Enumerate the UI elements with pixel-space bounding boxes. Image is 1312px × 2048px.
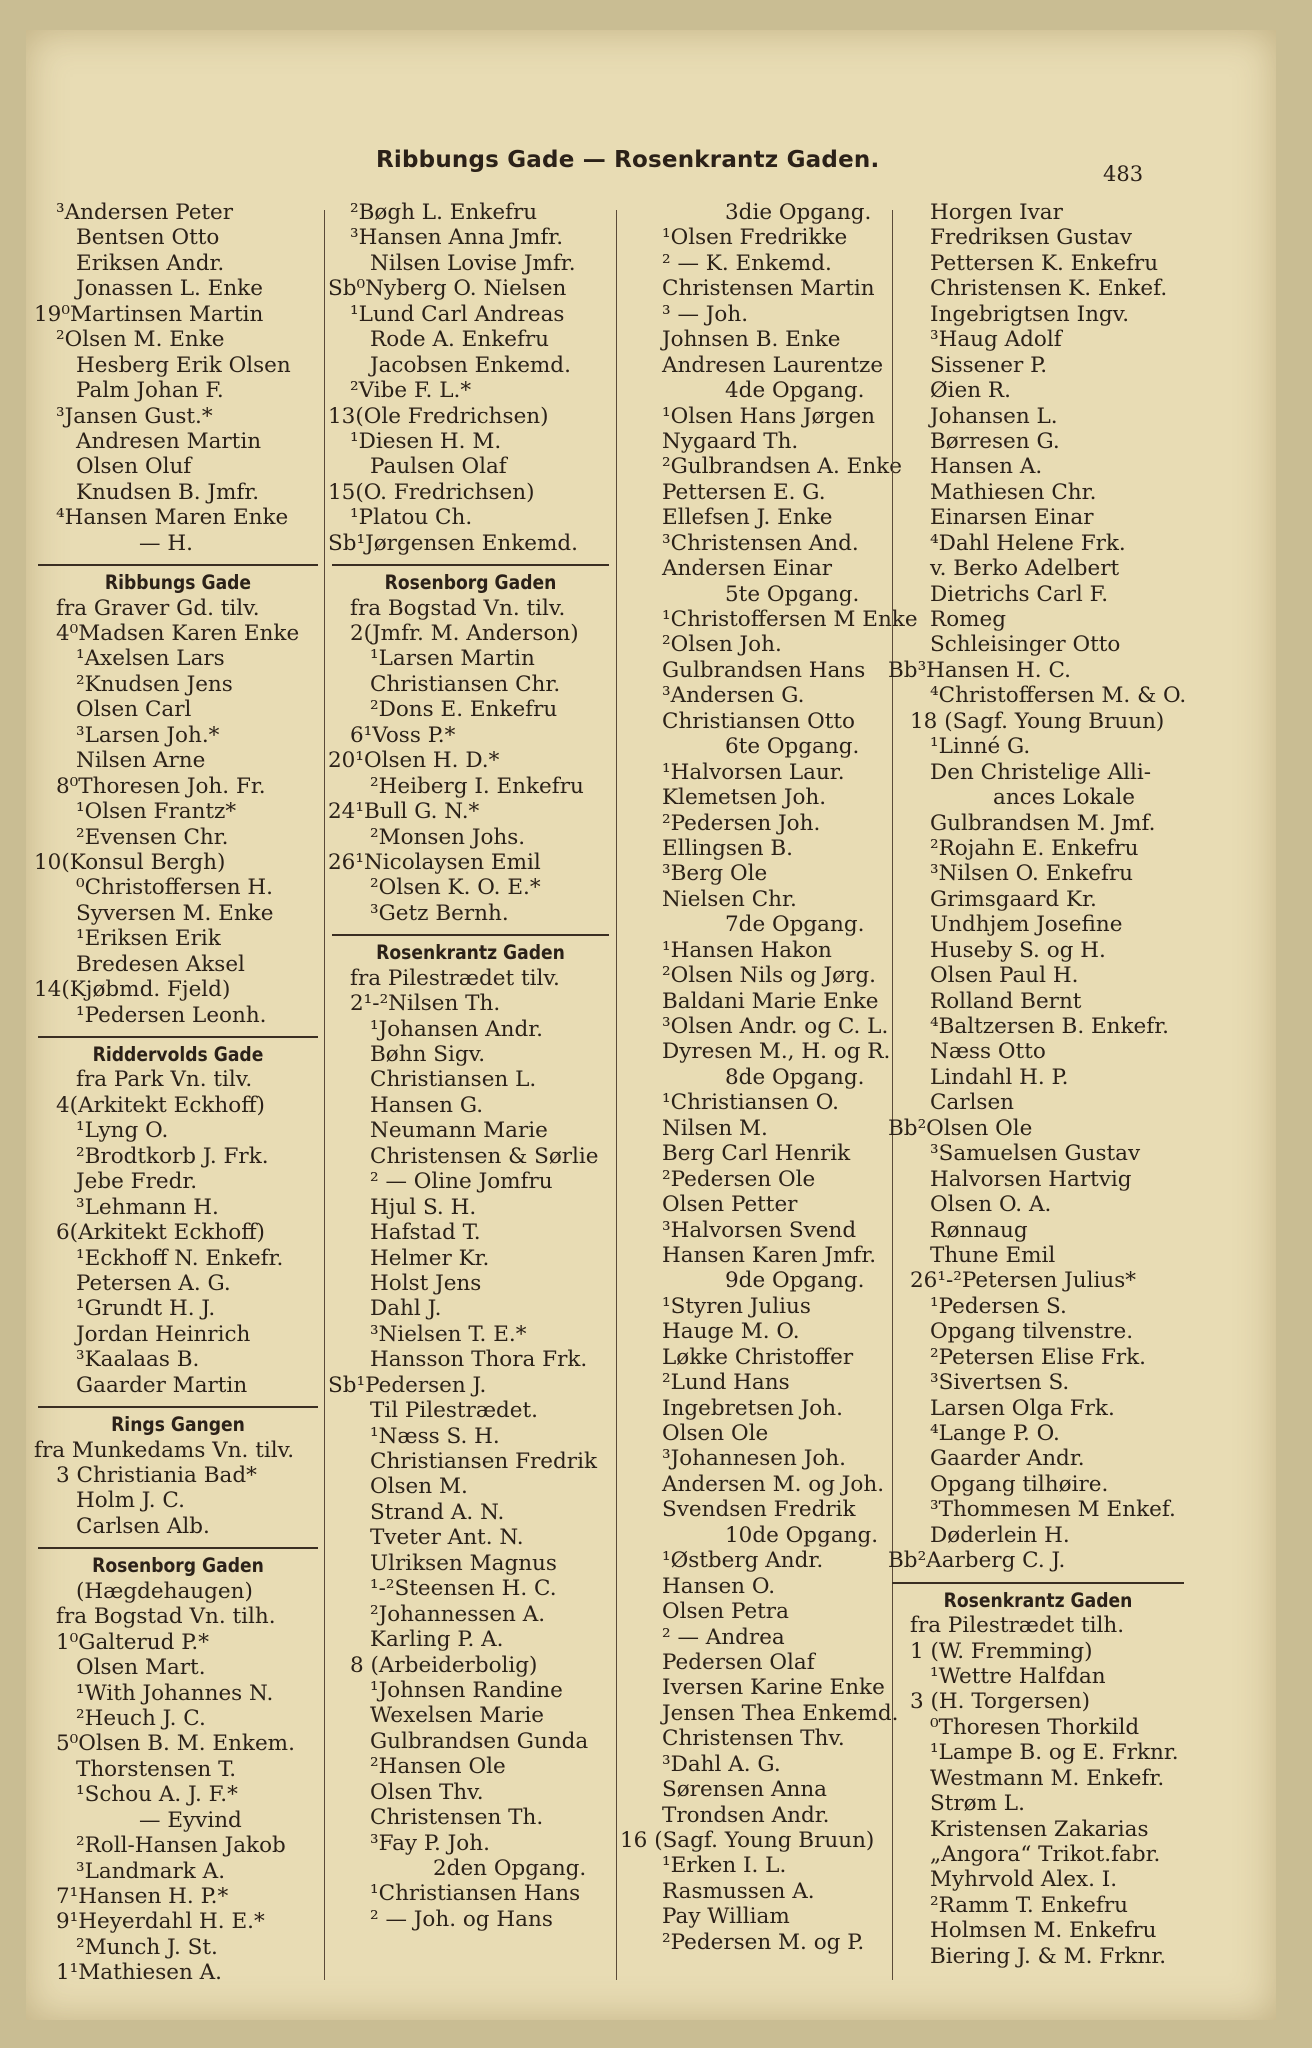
- column-3: [620, 200, 918, 1955]
- directory-entry: Rode A. Enkefru: [370, 327, 550, 353]
- directory-entry: Olsen Paul H.: [930, 963, 1079, 989]
- directory-entry: ¹Johansen Andr.: [370, 1016, 544, 1042]
- directory-entry: ¹Styren Julius: [662, 1293, 811, 1319]
- directory-entry: Helmer Kr.: [370, 1245, 490, 1271]
- directory-entry: ²Olsen Nils og Jørg.: [662, 963, 876, 989]
- directory-entry: (Hægdehaugen): [76, 1578, 253, 1604]
- directory-entry: — Eyvind: [139, 1807, 242, 1833]
- directory-entry: ²Olsen Joh.: [662, 632, 782, 658]
- directory-entry: Holmsen M. Enkefru: [930, 1918, 1157, 1944]
- directory-entry: 7¹Hansen H. P.*: [56, 1884, 229, 1909]
- directory-entry: ³Christensen And.: [662, 530, 859, 556]
- directory-entry: ⁰Thoresen Thorkild: [930, 1714, 1140, 1740]
- directory-entry: Baldani Marie Enke: [662, 988, 879, 1014]
- directory-entry: Hansen A.: [930, 454, 1043, 480]
- directory-entry: ³Landmark A.: [76, 1858, 226, 1884]
- directory-entry: 4(Arkitekt Eckhoff): [56, 1092, 265, 1118]
- directory-entry: ¹With Johannes N.: [76, 1680, 274, 1706]
- directory-entry: Christiansen Fredrik: [370, 1449, 597, 1474]
- column-1: [34, 200, 322, 1986]
- directory-entry: ³ — Joh.: [662, 301, 749, 327]
- directory-entry: Pedersen Olaf: [662, 1649, 815, 1675]
- column-2: [328, 200, 613, 1932]
- directory-entry: Hansen Karen Jmfr.: [662, 1242, 877, 1268]
- directory-entry: fra Graver Gd. tilv.: [56, 595, 260, 621]
- directory-entry: Jebe Fredr.: [76, 1169, 198, 1195]
- directory-entry: 3die Opgang.: [725, 200, 872, 225]
- directory-entry: Mathiesen Chr.: [930, 479, 1097, 505]
- directory-entry: Biering J. & M. Frknr.: [930, 1943, 1167, 1969]
- street-heading: Riddervolds Gade: [92, 1043, 264, 1066]
- directory-entry: Olsen Mart.: [76, 1655, 206, 1681]
- directory-entry: ¹Christiansen Hans: [370, 1881, 581, 1907]
- directory-entry: 10de Opgang.: [725, 1522, 879, 1548]
- directory-entry: Ellingsen B.: [662, 835, 794, 861]
- directory-entry: ²Evensen Chr.: [76, 824, 229, 850]
- directory-entry: ²Dons E. Enkefru: [370, 697, 558, 723]
- directory-entry: ¹Pedersen S.: [930, 1293, 1067, 1319]
- directory-entry: Andresen Laurentze: [662, 352, 884, 378]
- directory-entry: ¹-²Steensen H. C.: [370, 1576, 557, 1602]
- directory-entry: ²Johannessen A.: [370, 1601, 546, 1627]
- directory-entry: Carlsen: [930, 1090, 1015, 1116]
- directory-entry: Kristensen Zakarias: [930, 1816, 1149, 1842]
- directory-entry: ¹Hansen Hakon: [662, 937, 832, 963]
- section-rule: [332, 934, 609, 936]
- directory-entry: Bb³Hansen H. C.: [888, 657, 1071, 683]
- directory-entry: ² — Oline Jomfru: [370, 1169, 553, 1195]
- directory-entry: 18 (Sagf. Young Bruun): [910, 708, 1165, 734]
- directory-entry: ³Jansen Gust.*: [56, 403, 213, 429]
- directory-entry: ²Bøgh L. Enkefru: [350, 200, 538, 225]
- directory-entry: Johansen L.: [930, 403, 1058, 429]
- directory-entry: Nilsen Arne: [76, 748, 206, 774]
- directory-entry: Dietrichs Carl F.: [930, 581, 1109, 607]
- page-header: [26, 125, 1276, 185]
- directory-entry: Olsen Carl: [76, 697, 192, 723]
- directory-entry: Neumann Marie: [370, 1118, 548, 1144]
- directory-entry: 10(Konsul Bergh): [34, 849, 226, 875]
- directory-entry: ³Nielsen T. E.*: [370, 1321, 527, 1347]
- directory-entry: Rasmussen A.: [662, 1878, 815, 1904]
- directory-entry: Olsen O. A.: [930, 1192, 1052, 1218]
- directory-entry: 19⁰Martinsen Martin: [34, 301, 264, 327]
- directory-entry: ²Munch J. St.: [76, 1934, 218, 1960]
- directory-entry: ³Haug Adolf: [930, 327, 1062, 353]
- street-heading: Rosenkrantz Gaden: [376, 941, 565, 965]
- section-rule: [332, 564, 609, 566]
- directory-entry: Myhrvold Alex. I.: [930, 1867, 1118, 1893]
- street-heading: Rosenborg Gaden: [92, 1554, 264, 1578]
- directory-entry: ¹Johnsen Randine: [370, 1677, 563, 1703]
- directory-entry: 1⁰Galterud P.*: [56, 1629, 209, 1655]
- directory-entry: Døderlein H.: [930, 1522, 1070, 1548]
- directory-entry: Jensen Thea Enkemd.: [662, 1700, 899, 1726]
- directory-entry: ²Pedersen Ole: [662, 1166, 816, 1192]
- directory-entry: — H.: [139, 530, 193, 556]
- directory-entry: Pettersen K. Enkefru: [930, 250, 1159, 276]
- directory-entry: Rolland Bernt: [930, 988, 1082, 1014]
- directory-entry: ¹Axelsen Lars: [76, 646, 225, 672]
- directory-entry: 16 (Sagf. Young Bruun): [620, 1828, 875, 1853]
- directory-entry: ²Olsen K. O. E.*: [370, 875, 541, 901]
- directory-entry: ¹Eriksen Erik: [76, 926, 221, 952]
- directory-entry: ¹Olsen Fredrikke: [662, 225, 848, 251]
- directory-entry: ² — Andrea: [662, 1624, 785, 1650]
- directory-entry: Rønnaug: [930, 1217, 1028, 1243]
- directory-entry: 4⁰Madsen Karen Enke: [56, 621, 300, 646]
- directory-entry: ³Andersen Peter: [56, 200, 234, 225]
- directory-entry: ¹Wettre Halfdan: [930, 1663, 1106, 1689]
- directory-entry: 26¹Nicolaysen Emil: [328, 849, 541, 875]
- directory-entry: Gulbrandsen M. Jmf.: [930, 810, 1156, 836]
- directory-entry: „Angora“ Trikot.fabr.: [930, 1842, 1161, 1867]
- directory-entry: 1¹Mathiesen A.: [56, 1960, 223, 1986]
- directory-entry: ²Pedersen Joh.: [662, 810, 821, 836]
- directory-entry: Andersen M. og Joh.: [662, 1471, 885, 1497]
- directory-entry: Westmann M. Enkefr.: [930, 1765, 1165, 1791]
- directory-entry: 8⁰Thoresen Joh. Fr.: [56, 773, 266, 799]
- directory-entry: Ingebrigtsen Ingv.: [930, 301, 1130, 327]
- directory-entry: Strand A. N.: [370, 1499, 505, 1525]
- directory-entry: Christensen & Sørlie: [370, 1143, 599, 1169]
- directory-entry: Holm J. C.: [76, 1488, 185, 1514]
- directory-entry: ¹Østberg Andr.: [662, 1548, 824, 1574]
- directory-entry: 3 (H. Torgersen): [910, 1689, 1090, 1715]
- directory-entry: Christensen K. Enkef.: [930, 276, 1168, 302]
- directory-entry: Dyresen M., H. og R.: [662, 1039, 891, 1065]
- directory-entry: ⁴Hansen Maren Enke: [56, 505, 289, 531]
- directory-entry: Opgang tilvenstre.: [930, 1319, 1134, 1345]
- column-divider: [616, 210, 617, 1980]
- directory-entry: Den Christelige Alli-: [930, 759, 1151, 785]
- directory-entry: Horgen Ivar: [930, 200, 1063, 225]
- directory-entry: Wexelsen Marie: [370, 1703, 544, 1729]
- directory-entry: Hansen G.: [370, 1092, 484, 1118]
- directory-entry: ³Andersen G.: [662, 683, 805, 709]
- directory-entry: Karling P. A.: [370, 1627, 504, 1653]
- directory-entry: Carlsen Alb.: [76, 1513, 210, 1539]
- column-divider: [324, 210, 325, 1980]
- directory-entry: ¹Christoffersen M Enke: [662, 607, 918, 632]
- directory-entry: ¹Platou Ch.: [350, 505, 473, 531]
- directory-entry: Jonassen L. Enke: [76, 276, 263, 302]
- directory-entry: 20¹Olsen H. D.*: [328, 748, 500, 774]
- directory-entry: Gulbrandsen Hans: [662, 657, 866, 683]
- directory-entry: ¹Erken I. L.: [662, 1853, 787, 1879]
- directory-entry: ²Vibe F. L.*: [350, 378, 472, 404]
- directory-entry: Einarsen Einar: [930, 505, 1094, 531]
- directory-entry: Grimsgaard Kr.: [930, 886, 1097, 912]
- directory-entry: Hafstad T.: [370, 1220, 481, 1246]
- directory-entry: Jacobsen Enkemd.: [370, 352, 571, 378]
- directory-entry: Syversen M. Enke: [76, 900, 274, 926]
- directory-entry: Sb⁰Nyberg O. Nielsen: [328, 276, 567, 302]
- directory-entry: ¹Olsen Frantz*: [76, 799, 237, 825]
- directory-entry: ⁴Lange P. O.: [930, 1421, 1060, 1446]
- directory-entry: ⁴Christoffersen M. & O.: [930, 683, 1187, 709]
- directory-entry: ²Knudsen Jens: [76, 671, 233, 697]
- directory-entry: Christensen Martin: [662, 276, 875, 302]
- directory-entry: fra Park Vn. tilv.: [76, 1067, 253, 1093]
- directory-entry: v. Berko Adelbert: [930, 556, 1120, 582]
- directory-entry: Nielsen Chr.: [662, 886, 797, 912]
- directory-entry: ¹Næss S. H.: [370, 1423, 500, 1449]
- directory-entry: Olsen Oluf: [76, 454, 192, 480]
- directory-entry: Gulbrandsen Gunda: [370, 1728, 589, 1754]
- directory-entry: 13(Ole Fredrichsen): [328, 403, 549, 429]
- directory-entry: Larsen Olga Frk.: [930, 1395, 1115, 1421]
- directory-entry: Schleisinger Otto: [930, 632, 1121, 658]
- directory-entry: ¹Grundt H. J.: [76, 1296, 216, 1322]
- section-rule: [38, 564, 318, 566]
- directory-entry: Hesberg Erik Olsen: [76, 352, 291, 378]
- section-rule: [892, 1582, 1184, 1584]
- directory-entry: Undhjem Josefine: [930, 912, 1123, 938]
- directory-entry: 7de Opgang.: [725, 912, 865, 938]
- directory-entry: Ellefsen J. Enke: [662, 505, 833, 531]
- directory-entry: fra Munkedams Vn. tilv.: [34, 1437, 295, 1463]
- directory-entry: 5te Opgang.: [725, 581, 860, 607]
- directory-entry: Fredriksen Gustav: [930, 225, 1132, 251]
- directory-entry: ²Ramm T. Enkefru: [930, 1892, 1128, 1918]
- directory-entry: Nilsen M.: [662, 1115, 768, 1141]
- directory-entry: Petersen A. G.: [76, 1270, 231, 1296]
- directory-entry: ⁰Christoffersen H.: [76, 875, 273, 901]
- directory-entry: Halvorsen Hartvig: [930, 1166, 1132, 1192]
- directory-entry: Christensen Thv.: [662, 1726, 845, 1752]
- directory-entry: Tveter Ant. N.: [370, 1525, 524, 1551]
- directory-entry: ¹Schou A. J. F.*: [76, 1782, 238, 1808]
- directory-entry: 14(Kjøbmd. Fjeld): [34, 977, 231, 1003]
- directory-entry: Svendsen Fredrik: [662, 1497, 856, 1523]
- directory-entry: Lindahl H. P.: [930, 1064, 1069, 1090]
- directory-entry: ¹Halvorsen Laur.: [662, 759, 845, 785]
- directory-entry: Børresen G.: [930, 428, 1060, 454]
- directory-entry: 24¹Bull G. N.*: [328, 799, 480, 825]
- street-heading: Rings Gangen: [111, 1413, 245, 1437]
- directory-entry: ¹Linné G.: [930, 734, 1031, 760]
- directory-entry: ²Brodtkorb J. Frk.: [76, 1143, 269, 1169]
- directory-entry: ¹Olsen Hans Jørgen: [662, 403, 876, 429]
- directory-entry: 6te Opgang.: [725, 734, 860, 760]
- directory-entry: ³Halvorsen Svend: [662, 1217, 857, 1243]
- directory-entry: ³Dahl A. G.: [662, 1751, 781, 1777]
- section-rule: [38, 1036, 318, 1038]
- directory-entry: ² — Joh. og Hans: [370, 1906, 553, 1932]
- directory-entry: Andresen Martin: [76, 428, 262, 454]
- directory-entry: ³Nilsen O. Enkefru: [930, 861, 1134, 887]
- directory-entry: 15(O. Fredrichsen): [328, 479, 535, 505]
- directory-entry: ²Hansen Ole: [370, 1754, 506, 1780]
- directory-entry: Palm Johan F.: [76, 378, 224, 404]
- directory-entry: Sissener P.: [930, 352, 1048, 378]
- directory-entry: Nygaard Th.: [662, 428, 799, 454]
- directory-entry: ⁴Dahl Helene Frk.: [930, 530, 1126, 556]
- directory-entry: Sb¹Pedersen J.: [328, 1372, 487, 1398]
- directory-entry: Gaarder Andr.: [930, 1446, 1085, 1472]
- directory-entry: Knudsen B. Jmfr.: [76, 479, 260, 505]
- directory-entry: Jordan Heinrich: [76, 1321, 251, 1347]
- directory-entry: Christiansen Chr.: [370, 671, 561, 697]
- directory-entry: ²Pedersen M. og P.: [662, 1929, 865, 1955]
- section-rule: [38, 1547, 318, 1549]
- directory-entry: Olsen Petra: [662, 1599, 789, 1625]
- directory-entry: ¹Lyng O.: [76, 1118, 169, 1144]
- directory-entry: ¹Lampe B. og E. Frknr.: [930, 1740, 1179, 1766]
- directory-entry: Hjul S. H.: [370, 1194, 477, 1220]
- directory-entry: 1 (W. Fremming): [910, 1638, 1093, 1664]
- directory-entry: Hansson Thora Frk.: [370, 1347, 588, 1373]
- directory-entry: 5⁰Olsen B. M. Enkem.: [56, 1731, 295, 1757]
- page-number: 483: [1103, 162, 1144, 186]
- directory-entry: Pettersen E. G.: [662, 479, 826, 505]
- section-rule: [38, 1406, 318, 1408]
- directory-entry: 2(Jmfr. M. Anderson): [350, 621, 579, 646]
- directory-entry: Trondsen Andr.: [662, 1802, 830, 1828]
- directory-entry: Thune Emil: [930, 1242, 1056, 1268]
- directory-entry: Berg Carl Henrik: [662, 1141, 851, 1167]
- directory-entry: Huseby S. og H.: [930, 937, 1106, 963]
- directory-entry: Christiansen L.: [370, 1067, 537, 1093]
- directory-entry: 2¹-²Nilsen Th.: [350, 991, 501, 1017]
- directory-entry: Hansen O.: [662, 1573, 776, 1599]
- directory-entry: 26¹-²Petersen Julius*: [910, 1268, 1137, 1294]
- directory-entry: Bentsen Otto: [76, 225, 220, 251]
- page-title: Ribbungs Gade — Rosenkrantz Gaden.: [376, 147, 880, 173]
- directory-entry: Strøm L.: [930, 1791, 1025, 1817]
- directory-entry: Pay William: [662, 1904, 790, 1930]
- directory-entry: Romeg: [930, 607, 1007, 632]
- directory-entry: Dahl J.: [370, 1296, 442, 1322]
- directory-entry: Øien R.: [930, 378, 1011, 404]
- directory-entry: 9de Opgang.: [725, 1268, 865, 1294]
- directory-entry: ³Berg Ole: [662, 861, 768, 887]
- directory-entry: ³Kaalaas B.: [76, 1347, 200, 1373]
- directory-entry: Thorstensen T.: [76, 1756, 237, 1782]
- directory-entry: Christiansen Otto: [662, 708, 855, 734]
- directory-entry: ³Thommesen M Enkef.: [930, 1497, 1176, 1523]
- directory-entry: ²Gulbrandsen A. Enke: [662, 454, 902, 480]
- directory-entry: ²Monsen Johs.: [370, 824, 526, 850]
- directory-entry: ²Roll-Hansen Jakob: [76, 1833, 286, 1859]
- directory-entry: 6¹Voss P.*: [350, 722, 456, 748]
- directory-page: [26, 30, 1276, 2020]
- directory-entry: ¹Larsen Martin: [370, 646, 535, 672]
- directory-entry: ²Rojahn E. Enkefru: [930, 835, 1139, 861]
- directory-entry: Olsen Thv.: [370, 1779, 484, 1805]
- directory-entry: 8de Opgang.: [725, 1064, 865, 1090]
- directory-entry: Holst Jens: [370, 1270, 482, 1296]
- directory-entry: fra Pilestrædet tilh.: [910, 1613, 1125, 1639]
- directory-entry: ³Larsen Joh.*: [76, 722, 220, 748]
- directory-entry: 8 (Arbeiderbolig): [350, 1652, 538, 1678]
- directory-entry: ³Hansen Anna Jmfr.: [350, 225, 564, 251]
- column-4: [888, 200, 1188, 1969]
- directory-entry: ³Johannesen Joh.: [662, 1446, 846, 1472]
- directory-entry: Til Pilestrædet.: [370, 1398, 538, 1424]
- directory-entry: ² — K. Enkemd.: [662, 250, 832, 276]
- street-heading: Ribbungs Gade: [104, 571, 252, 595]
- directory-entry: 4de Opgang.: [725, 378, 865, 404]
- directory-entry: Olsen M.: [370, 1474, 468, 1500]
- directory-entry: ³Getz Bernh.: [370, 900, 509, 926]
- directory-entry: Bredesen Aksel: [76, 951, 245, 977]
- street-heading: Rosenborg Gaden: [384, 571, 557, 595]
- directory-entry: ³Olsen Andr. og C. L.: [662, 1014, 889, 1039]
- directory-entry: ¹Lund Carl Andreas: [350, 301, 565, 327]
- directory-entry: ⁴Baltzersen B. Enkefr.: [930, 1014, 1169, 1039]
- directory-entry: Eriksen Andr.: [76, 250, 225, 276]
- directory-entry: Bb²Olsen Ole: [888, 1115, 1033, 1141]
- directory-entry: ³Lehmann H.: [76, 1194, 219, 1220]
- directory-entry: Hauge M. O.: [662, 1319, 800, 1345]
- directory-entry: ¹Pedersen Leonh.: [76, 1002, 267, 1028]
- directory-entry: ³Samuelsen Gustav: [930, 1141, 1141, 1167]
- directory-entry: fra Pilestrædet tilv.: [350, 965, 560, 991]
- directory-entry: ²Petersen Elise Frk.: [930, 1344, 1147, 1370]
- directory-entry: Næss Otto: [930, 1039, 1046, 1065]
- directory-entry: Opgang tilhøire.: [930, 1471, 1109, 1497]
- street-heading: Rosenkrantz Gaden: [943, 1588, 1133, 1612]
- directory-entry: Iversen Karine Enke: [662, 1675, 885, 1701]
- directory-entry: Olsen Ole: [662, 1421, 769, 1446]
- directory-entry: Sb¹Jørgensen Enkemd.: [328, 530, 579, 556]
- directory-entry: ¹Eckhoff N. Enkefr.: [76, 1245, 284, 1271]
- directory-entry: ³Fay P. Joh.: [370, 1830, 490, 1856]
- directory-entry: fra Bogstad Vn. tilh.: [56, 1604, 276, 1630]
- directory-entry: fra Bogstad Vn. tilv.: [350, 595, 566, 621]
- directory-entry: Johnsen B. Enke: [662, 327, 841, 353]
- directory-entry: ¹Christiansen O.: [662, 1090, 839, 1116]
- directory-entry: Olsen Petter: [662, 1192, 798, 1218]
- directory-entry: ²Heiberg I. Enkefru: [370, 773, 584, 799]
- directory-entry: Nilsen Lovise Jmfr.: [370, 250, 576, 276]
- directory-entry: 6(Arkitekt Eckhoff): [56, 1220, 265, 1246]
- directory-entry: Ingebretsen Joh.: [662, 1395, 843, 1421]
- directory-entry: 9¹Heyerdahl H. E.*: [56, 1909, 265, 1935]
- directory-entry: Paulsen Olaf: [370, 454, 507, 480]
- directory-entry: Sørensen Anna: [662, 1777, 827, 1803]
- directory-entry: ²Heuch J. C.: [76, 1705, 206, 1731]
- directory-entry: 3 Christiania Bad*: [56, 1463, 257, 1488]
- directory-entry: ²Olsen M. Enke: [56, 327, 225, 353]
- directory-entry: Ulriksen Magnus: [370, 1550, 557, 1576]
- directory-entry: Andersen Einar: [662, 556, 833, 582]
- directory-entry: Gaarder Martin: [76, 1372, 248, 1398]
- directory-entry: ances Lokale: [993, 785, 1135, 811]
- directory-entry: Bøhn Sigv.: [370, 1042, 486, 1067]
- directory-entry: Bb²Aarberg C. J.: [888, 1548, 1066, 1574]
- directory-entry: ²Lund Hans: [662, 1370, 790, 1396]
- directory-entry: ³Sivertsen S.: [930, 1370, 1070, 1396]
- directory-entry: 2den Opgang.: [433, 1856, 587, 1881]
- directory-entry: ¹Diesen H. M.: [350, 428, 502, 454]
- directory-entry: Christensen Th.: [370, 1805, 544, 1831]
- directory-entry: Klemetsen Joh.: [662, 785, 827, 811]
- directory-entry: Løkke Christoffer: [662, 1344, 854, 1370]
